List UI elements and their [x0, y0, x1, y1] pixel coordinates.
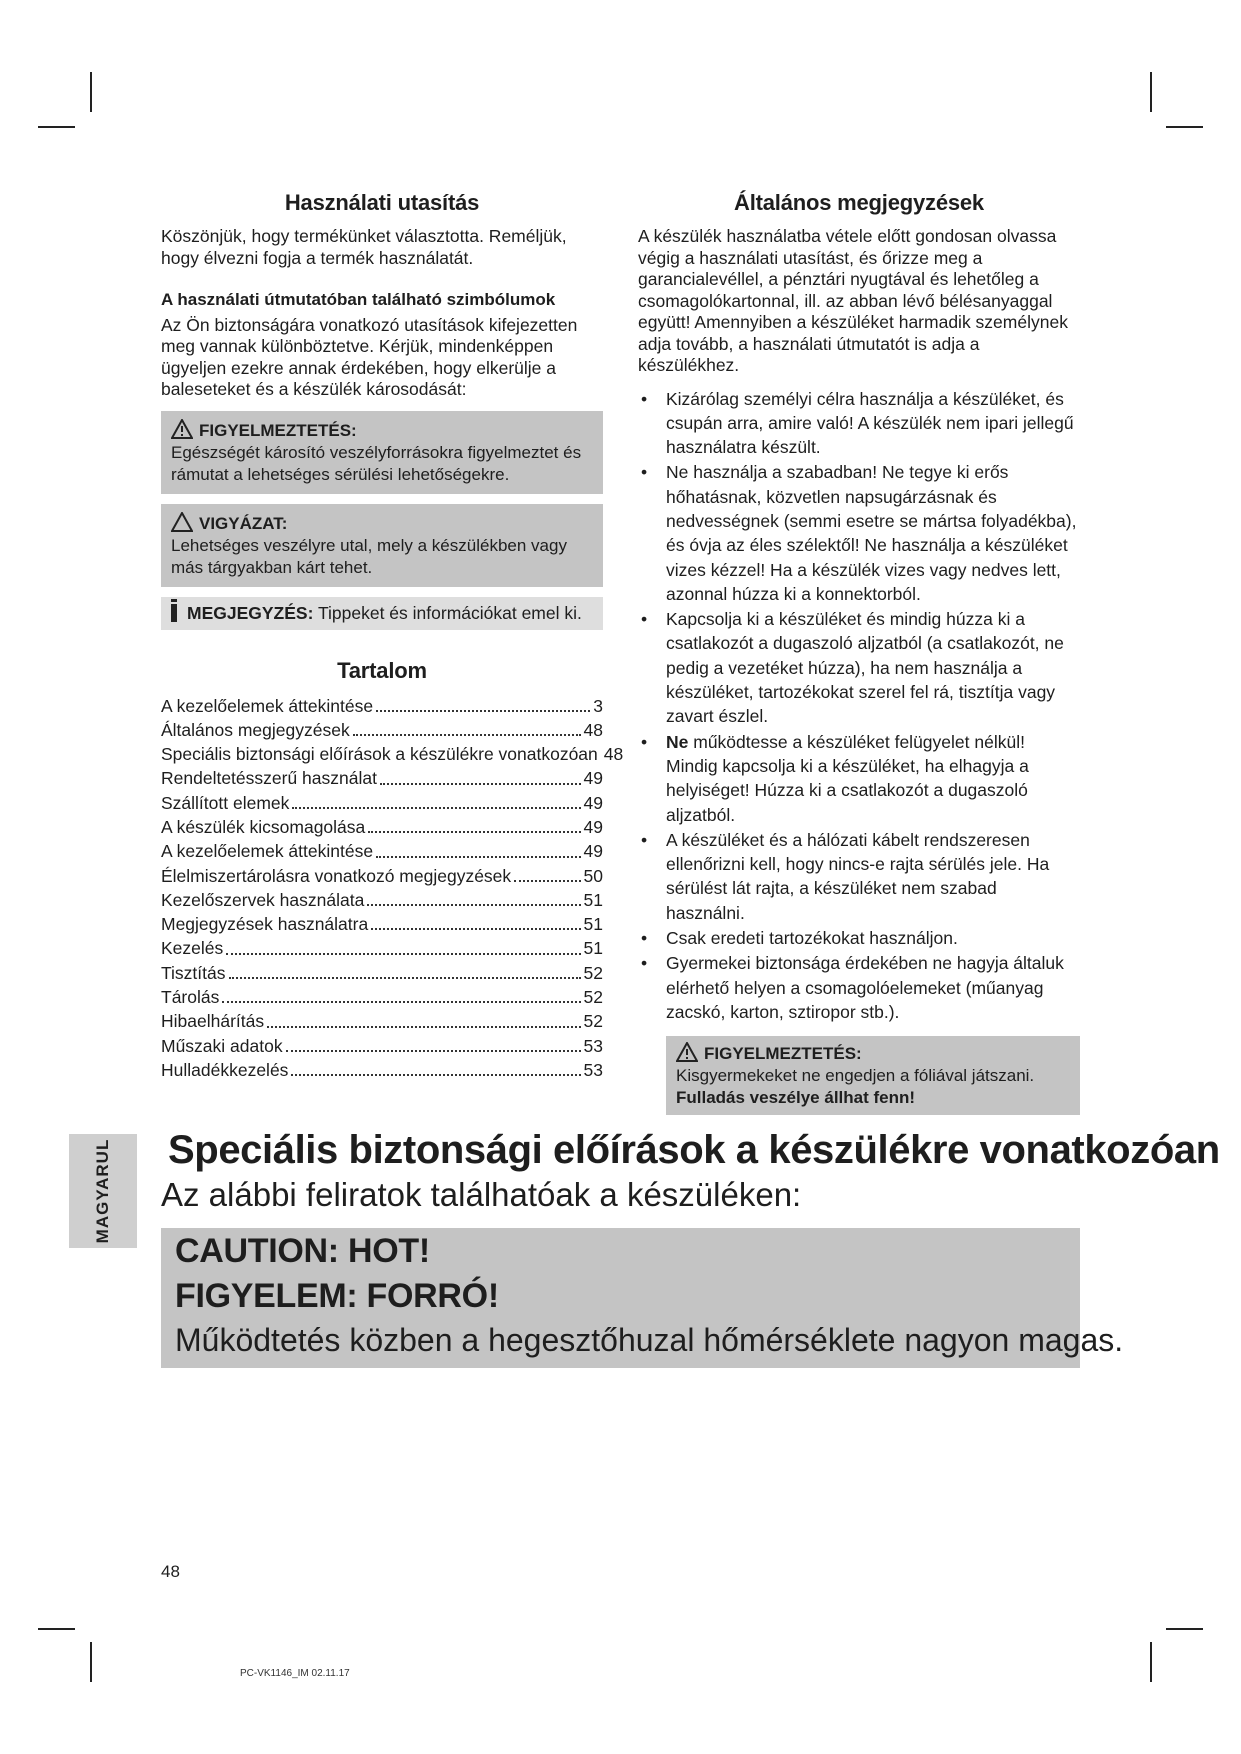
toc-entry[interactable]: A kezelőelemek áttekintése 49 [161, 841, 603, 862]
symbols-heading: A használati útmutatóban található szimbólumok [161, 290, 556, 309]
caution-box [161, 504, 603, 587]
list-item: • Csak eredeti tartozékokat használjon. [638, 926, 1080, 950]
toc-heading: Tartalom [337, 657, 427, 683]
toc-entry[interactable]: Kezelés 51 [161, 938, 603, 959]
toc-entry[interactable]: Speciális biztonsági előírások a készülékre vonatkozóan 48 [161, 744, 624, 765]
instructions-heading: Használati utasítás [284, 190, 480, 215]
symbols-text: Az Ön biztonságára vonatkozó utasítások kifejezetten meg vannak különböztetve. Kérjük, mindenképpen ügyeljen ezekre annak érdekében, hogy elkerülje a baleseteket és a készülék károsodását: [161, 314, 578, 399]
caution-icon [171, 512, 193, 532]
note-label: MEGJEGYZÉS: [187, 602, 314, 623]
safety-list [638, 387, 1080, 1025]
hot-warning-hu: FIGYELEM: FORRÓ! [175, 1277, 499, 1315]
language-tab: MAGYARUL [69, 1134, 137, 1248]
general-notes-heading: Általános megjegyzések [734, 190, 984, 215]
toc-entry[interactable]: Szállított elemek 49 [161, 792, 603, 813]
foil-warning-text: Kisgyermekeket ne engedjen a fóliával játszani. [676, 1066, 1035, 1086]
table-of-contents [161, 694, 624, 1083]
toc-entry[interactable]: Hibaelhárítás 52 [161, 1011, 603, 1032]
toc-entry[interactable]: Műszaki adatok 53 [161, 1035, 603, 1056]
hot-warning-box [161, 1228, 1124, 1368]
crop-mark [1150, 72, 1152, 112]
note-box [161, 597, 603, 630]
crop-mark [90, 72, 92, 112]
warning-icon [676, 1042, 698, 1062]
list-item: • Ne működtesse a készüléket felügyelet nélkül! Mindig kapcsolja ki a készüléket, ha elhagyja a helyiséget! Húzza ki a csatlakozót a dugaszoló aljzatból. [638, 730, 1080, 827]
note-text: Tippeket és információkat emel ki. [317, 602, 582, 623]
footer-code: PC-VK1146_IM 02.11.17 [240, 1668, 350, 1679]
list-item: • Kizárólag személyi célra használja a készüléket, és csupán arra, amire való! A készülék nem ipari jellegű használatra készült. [638, 387, 1080, 460]
toc-entry[interactable]: A kezelőelemek áttekintése 3 [161, 695, 603, 716]
toc-entry[interactable]: Rendeltetésszerű használat 49 [161, 768, 603, 789]
intro-text: Köszönjük, hogy termékünket választotta. Reméljük, hogy élvezni fogja a termék használatát. [161, 226, 567, 268]
toc-entry[interactable]: Tárolás 52 [161, 987, 603, 1008]
caution-title: VIGYÁZAT: [199, 513, 288, 533]
list-item: • A készüléket és a hálózati kábelt rendszeresen ellenőrizni kell, hogy nincs-e rajta sérülés jele. Ha sérülést lát rajta, a készüléket nem szabad használni. [638, 828, 1080, 925]
info-icon [171, 604, 177, 622]
page-number: 48 [161, 1562, 180, 1581]
list-item: • Kapcsolja ki a készüléket és mindig húzza ki a csatlakozót a dugaszoló aljzatból (a csatlakozót, ne pedig a vezetéket húzza), ha nem használja a készüléket, tartozékokat szerel fel rá, tisztítja vagy zavart észlel. [638, 607, 1080, 728]
crop-mark [1166, 126, 1203, 128]
general-intro: A készülék használatba vétele előtt gondosan olvassa végig a használati utasítást, és őrizze meg a garancialevéllel, a pénztári nyugtával és lehetőleg a csomagolókartonnal, ill. az abban lévő bélésanyaggal együtt! Amennyiben a készüléket harmadik személynek adja tovább, a használati útmutatót is adja a készülékhez. [638, 226, 1068, 375]
special-safety-subtitle: Az alábbi feliratok találhatóak a készüléken: [161, 1176, 802, 1213]
crop-mark [1166, 1628, 1203, 1630]
warning-text: Egészségét károsító veszélyforrásokra figyelmeztet és rámutat a lehetséges sérülési lehetőségekre. [171, 442, 582, 484]
warning-title: FIGYELMEZTETÉS: [199, 420, 357, 440]
hot-warning-detail: Működtetés közben a hegesztőhuzal hőmérséklete nagyon magas. [175, 1322, 1124, 1358]
toc-entry[interactable]: Hulladékkezelés 53 [161, 1059, 603, 1080]
foil-warning-box [666, 1036, 1080, 1115]
special-safety-title: Speciális biztonsági előírások a készülékre vonatkozóan [168, 1128, 1220, 1172]
right-column [638, 190, 1080, 1115]
left-column [161, 190, 624, 1082]
foil-warning-emphasis: Fulladás veszélye állhat fenn! [676, 1088, 916, 1108]
foil-warning-title: FIGYELMEZTETÉS: [704, 1044, 862, 1064]
toc-entry[interactable]: Kezelőszervek használata 51 [161, 889, 603, 910]
toc-entry[interactable]: Általános megjegyzések 48 [161, 719, 603, 740]
list-item: • Gyermekei biztonsága érdekében ne hagyja általuk elérhető helyen a csomagolóelemeket (műanyag zacskó, karton, sztiropor stb.). [638, 951, 1080, 1024]
crop-mark [38, 1628, 75, 1630]
toc-entry[interactable]: A készülék kicsomagolása 49 [161, 816, 603, 837]
crop-mark [1150, 1642, 1152, 1682]
crop-mark [38, 126, 75, 128]
warning-icon [171, 419, 193, 439]
caution-text: Lehetséges veszélyre utal, mely a készülékben vagy más tárgyakban kárt tehet. [171, 535, 567, 577]
toc-entry[interactable]: Tisztítás 52 [161, 962, 603, 983]
warning-box [161, 411, 603, 494]
toc-entry[interactable]: Megjegyzések használatra 51 [161, 914, 603, 935]
crop-mark [90, 1642, 92, 1682]
toc-entry[interactable]: Élelmiszertárolásra vonatkozó megjegyzések 50 [161, 865, 603, 886]
list-item: • Ne használja a szabadban! Ne tegye ki erős hőhatásnak, közvetlen napsugárzásnak és nedvességnek (semmi esetre se mártsa folyadékba), és óvja az éles szélektől! Ne használja a készüléket vizes kézzel! Ha a készülék vizes vagy nedves lett, azonnal húzza ki a konnektorból. [638, 460, 1080, 606]
hot-warning-en: CAUTION: HOT! [175, 1232, 430, 1270]
